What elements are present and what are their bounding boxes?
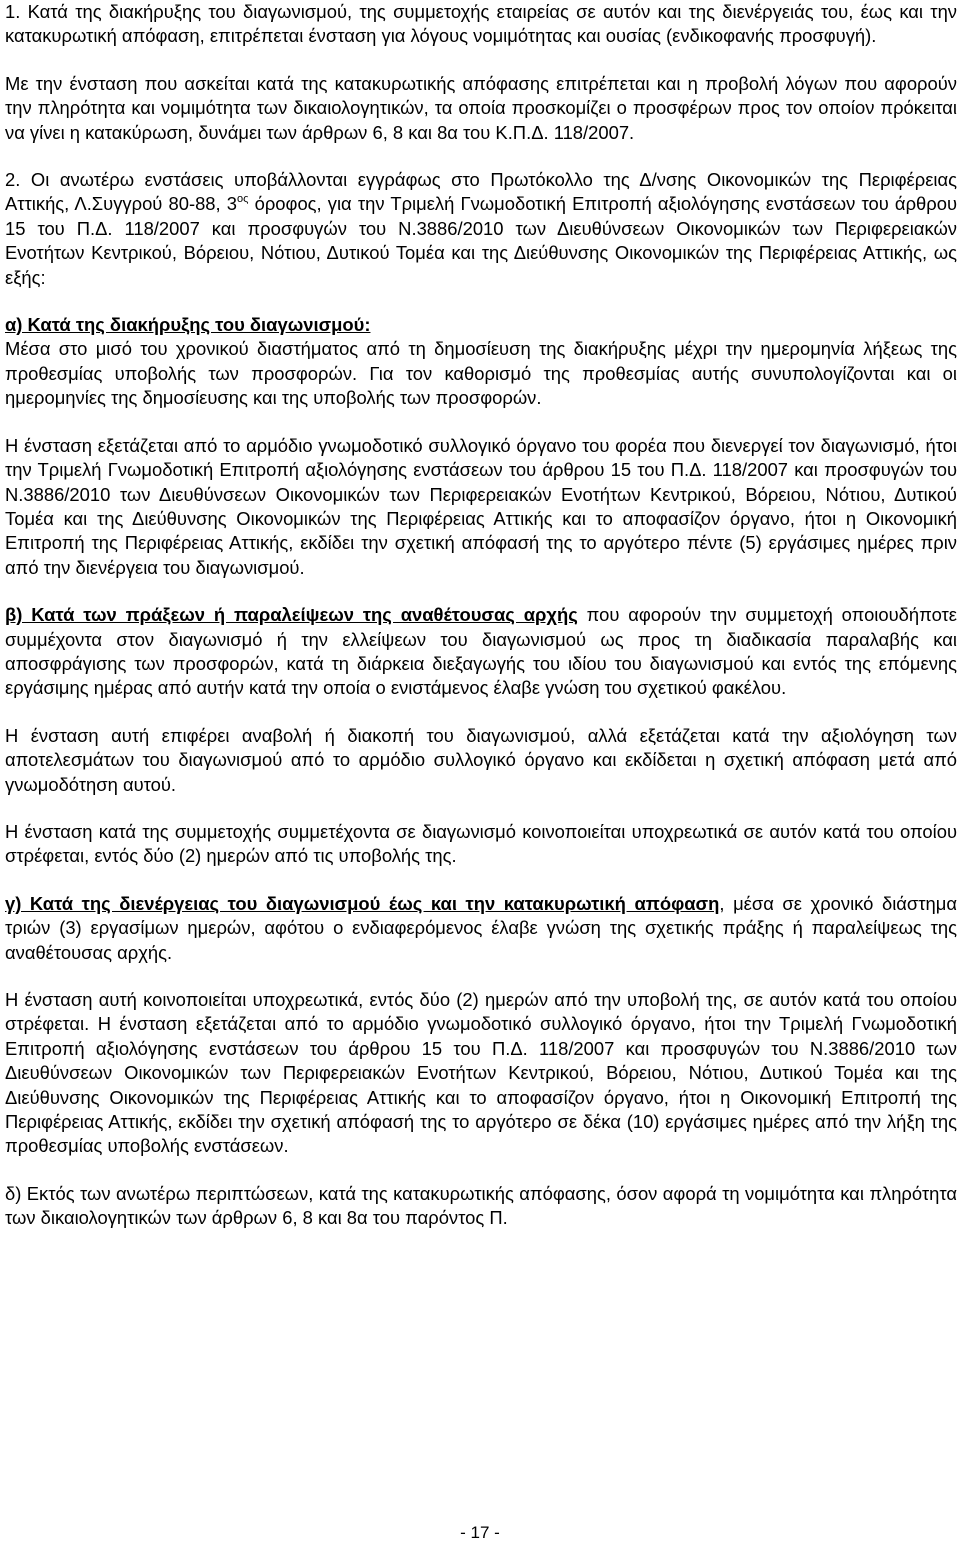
section-c-text: , μέσα σε χρονικό διάστημα τριών (3) εργασίμων ημερών, αφότου ο ενδιαφερόμενος έλαβε γνώση της σχετικής πράξης ή παραλείψεως της αναθέτουσας αρχής. [5,892,957,963]
paragraph-7: Η ένσταση αυτή επιφέρει αναβολή ή διακοπή του διαγωνισμού, αλλά εξετάζεται κατά την αξιολόγηση των αποτελεσμάτων του διαγωνισμού από το αρμόδιο συλλογικό όργανο και εκδίδεται η σχετική απόφαση μετά από γνωμοδότηση αυτού. [5,724,957,795]
section-b-paragraph [5,603,957,701]
paragraph-1: 1. Κατά της διακήρυξης του διαγωνισμού, της συμμετοχής εταιρείας σε αυτόν και της διενέργειάς του, έως και την κατακυρωτική απόφαση, επιτρέπεται ένσταση για λόγους νομιμότητας και ουσίας (ενδικοφανής προσφυγή). [5,1,957,47]
section-a-heading-text: α) Κατά της διακήρυξης του διαγωνισμού: [5,314,371,336]
paragraph-3-end: όροφος, για την Τριμελή Γνωμοδοτική Επιτροπή αξιολόγησης ενστάσεων του άρθρου 15 του Π.Δ. 118/2007 και προσφυγών του Ν.3886/2010 των Διευθύνσεων Οικονομικών των Περιφερειακών Ενοτήτων Κεντρικού, Βόρειου, Νότιου, Δυτικού Τομέα και της Διεύθυνσης Οικονομικών της Περιφέρειας Αττικής, ως εξής: [5,193,958,288]
paragraph-5: Η ένσταση εξετάζεται από το αρμόδιο γνωμοδοτικό συλλογικό όργανο του φορέα που διενεργεί τον διαγωνισμό, ήτοι την Τριμελή Γνωμοδοτική Επιτροπή αξιολόγησης ενστάσεων του άρθρου 15 του Π.Δ. 118/2007 και προσφυγών του Ν.3886/2010 των Διευθύνσεων Οικονομικών των Περιφερειακών Ενοτήτων Κεντρικού, Βόρειου, Νότιου, Δυτικού Τομέα και της Διεύθυνσης Οικονομικών της Περιφέρειας Αττικής και το αποφασίζον όργανο, ήτοι η Οικονομική Επιτροπή της Περιφέρειας Αττικής, εκδίδει την σχετική απόφασή της το αργότερο πέντε (5) εργάσιμες ημέρες πριν από την διενέργεια του διαγωνισμού. [5,434,957,578]
section-b-heading: β) Κατά των πράξεων ή παραλείψεων της αναθέτουσας αρχής [5,604,578,626]
paragraph-10: Η ένσταση αυτή κοινοποιείται υποχρεωτικά, εντός δύο (2) ημερών από την υποβολή της, σε αυτόν κατά του οποίου στρέφεται. Η ένσταση εξετάζεται από το αρμόδιο γνωμοδοτικό συλλογικό όργανο, ήτοι την Τριμελή Γνωμοδοτική Επιτροπή αξιολόγησης ενστάσεων του άρθρου 15 του Π.Δ. 118/2007 και προσφυγών του Ν.3886/2010 των Διευθύνσεων Οικονομικών των Περιφερειακών Ενοτήτων Κεντρικού, Βόρειου, Νότιου, Δυτικού Τομέα και της Διεύθυνσης Οικονομικών της Περιφέρειας Αττικής και το αποφασίζον όργανο, ήτοι η Οικονομική Επιτροπή της Περιφέρειας Αττικής, εκδίδει την σχετική απόφασή της το αργότερο σε δέκα (10) εργάσιμες ημέρες από την λήξη της προθεσμίας υποβολής ενστάσεων. [5,989,957,1157]
section-b-text: που αφορούν την συμμετοχή οποιουδήποτε συμμέχοντα στον διαγωνισμό ή την ελλείψεων του διαγωνισμού ως προς τη διαδικασία παραλαβής και αποσφράγισης των προσφορών, κατά τη διάρκεια διεξαγωγής του ιδίου του διαγωνισμού και εντός της επόμενης εργάσιμης ημέρας από αυτήν κατά την οποία ο ενιστάμενος έλαβε γνώση του σχετικού φακέλου. [5,604,957,699]
paragraph-3-start: 2. Οι ανωτέρω ενστάσεις υποβάλλονται εγγράφως στο Πρωτόκολλο της Δ/νσης Οικονομικών της Περιφέρειας Αττικής, Λ.Συγγρού 80-88, 3 [5,169,957,215]
paragraph-3 [5,168,957,290]
section-a-heading [5,313,957,337]
section-c-paragraph [5,892,957,965]
page-number: - 17 - [460,1523,500,1542]
floor-superscript: ος [237,193,249,206]
section-c-heading: γ) Κατά της διενέργειας του διαγωνισμού έως και την κατακυρωτική απόφαση [5,892,720,914]
paragraph-8: Η ένσταση κατά της συμμετοχής συμμετέχοντα σε διαγωνισμό κοινοποιείται υποχρεωτικά σε αυτόν κατά του οποίου στρέφεται, εντός δύο (2) ημερών από τις υποβολής της. [5,820,957,867]
section-a-text: Μέσα στο μισό του χρονικού διαστήματος από τη δημοσίευση της διακήρυξης μέχρι την ημερομηνία λήξεως της προθεσμίας υποβολής των προσφορών. Για τον καθορισμό της προθεσμίας αυτής συνυπολογίζονται και οι ημερομηνίες της δημοσίευσης και της υποβολής των προσφορών. [5,338,957,409]
paragraph-11: δ) Εκτός των ανωτέρω περιπτώσεων, κατά της κατακυρωτικής απόφασης, όσον αφορά τη νομιμότητα και πληρότητα των δικαιολογητικών των άρθρων 6, 8 και 8α του παρόντος Π. [5,1182,957,1229]
paragraph-2: Με την ένσταση που ασκείται κατά της κατακυρωτικής απόφασης επιτρέπεται και η προβολή λόγων που αφορούν την πληρότητα και νομιμότητα των δικαιολογητικών, τα οποία προσκομίζει ο προσφέρων προς τον οποίον πρόκειται να γίνει η κατακύρωση, δυνάμει των άρθρων 6, 8 και 8α του Κ.Π.Δ. 118/2007. [5,72,957,143]
